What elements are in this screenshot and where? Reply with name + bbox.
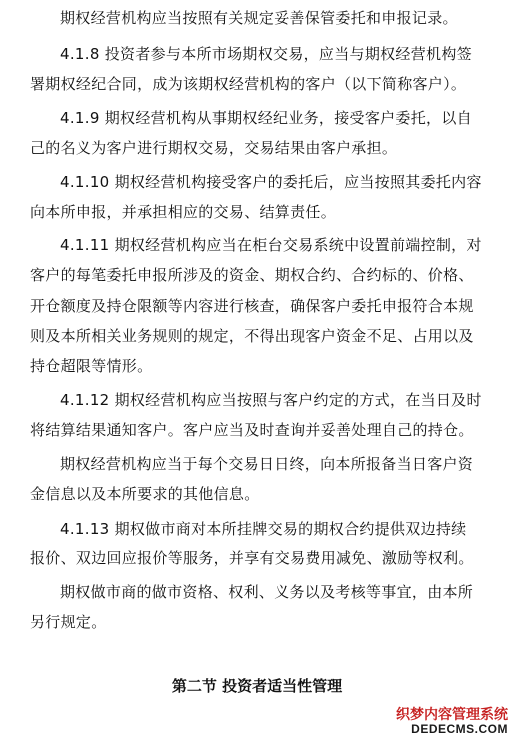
text-line: 客户的每笔委托申报所涉及的资金、期权合约、合约标的、价格、 xyxy=(30,266,474,284)
section-heading: 第二节 投资者适当性管理 xyxy=(171,677,343,695)
text-line: 期权经营机构应当按照有关规定妥善保管委托和申报记录。 xyxy=(60,9,458,27)
text-line: 开仓额度及持仓限额等内容进行核查，确保客户委托申报符合本规 xyxy=(30,297,474,315)
text-line: 持仓超限等情形。 xyxy=(30,357,153,375)
text-line: 4.1.8 投资者参与本所市场期权交易，应当与期权经营机构签 xyxy=(60,45,472,63)
text-line: 4.1.13 期权做市商对本所挂牌交易的期权合约提供双边持续 xyxy=(60,520,467,538)
text-line: 将结算结果通知客户。客户应当及时查询并妥善处理自己的持仓。 xyxy=(30,421,474,439)
text-line: 4.1.9 期权经营机构从事期权经纪业务，接受客户委托，以自 xyxy=(60,109,472,127)
text-line: 则及本所相关业务规则的规定，不得出现客户资金不足、占用以及 xyxy=(30,327,474,345)
text-line: 署期权经纪合同，成为该期权经营机构的客户（以下简称客户）。 xyxy=(30,75,467,93)
text-line: 期权做市商的做市资格、权利、义务以及考核等事宜，由本所 xyxy=(60,583,474,601)
text-line: 4.1.12 期权经营机构应当按照与客户约定的方式，在当日及时 xyxy=(60,391,482,409)
text-line: 报价、双边回应报价等服务，并享有交易费用减免、激励等权利。 xyxy=(30,549,474,567)
text-line: 金信息以及本所要求的其他信息。 xyxy=(30,485,260,503)
text-line: 4.1.10 期权经营机构接受客户的委托后，应当按照其委托内容 xyxy=(60,173,482,191)
watermark-domain: DEDECMS.COM xyxy=(411,722,508,736)
text-line: 另行规定。 xyxy=(30,613,107,631)
watermark[interactable] xyxy=(396,706,508,736)
text-line: 向本所申报，并承担相应的交易、结算责任。 xyxy=(30,203,337,221)
text-line: 4.1.11 期权经营机构应当在柜台交易系统中设置前端控制，对 xyxy=(60,236,482,254)
text-line: 期权经营机构应当于每个交易日日终，向本所报备当日客户资 xyxy=(60,455,474,473)
text-line: 己的名义为客户进行期权交易，交易结果由客户承担。 xyxy=(30,139,398,157)
watermark-title: 织梦内容管理系统 xyxy=(396,706,508,722)
